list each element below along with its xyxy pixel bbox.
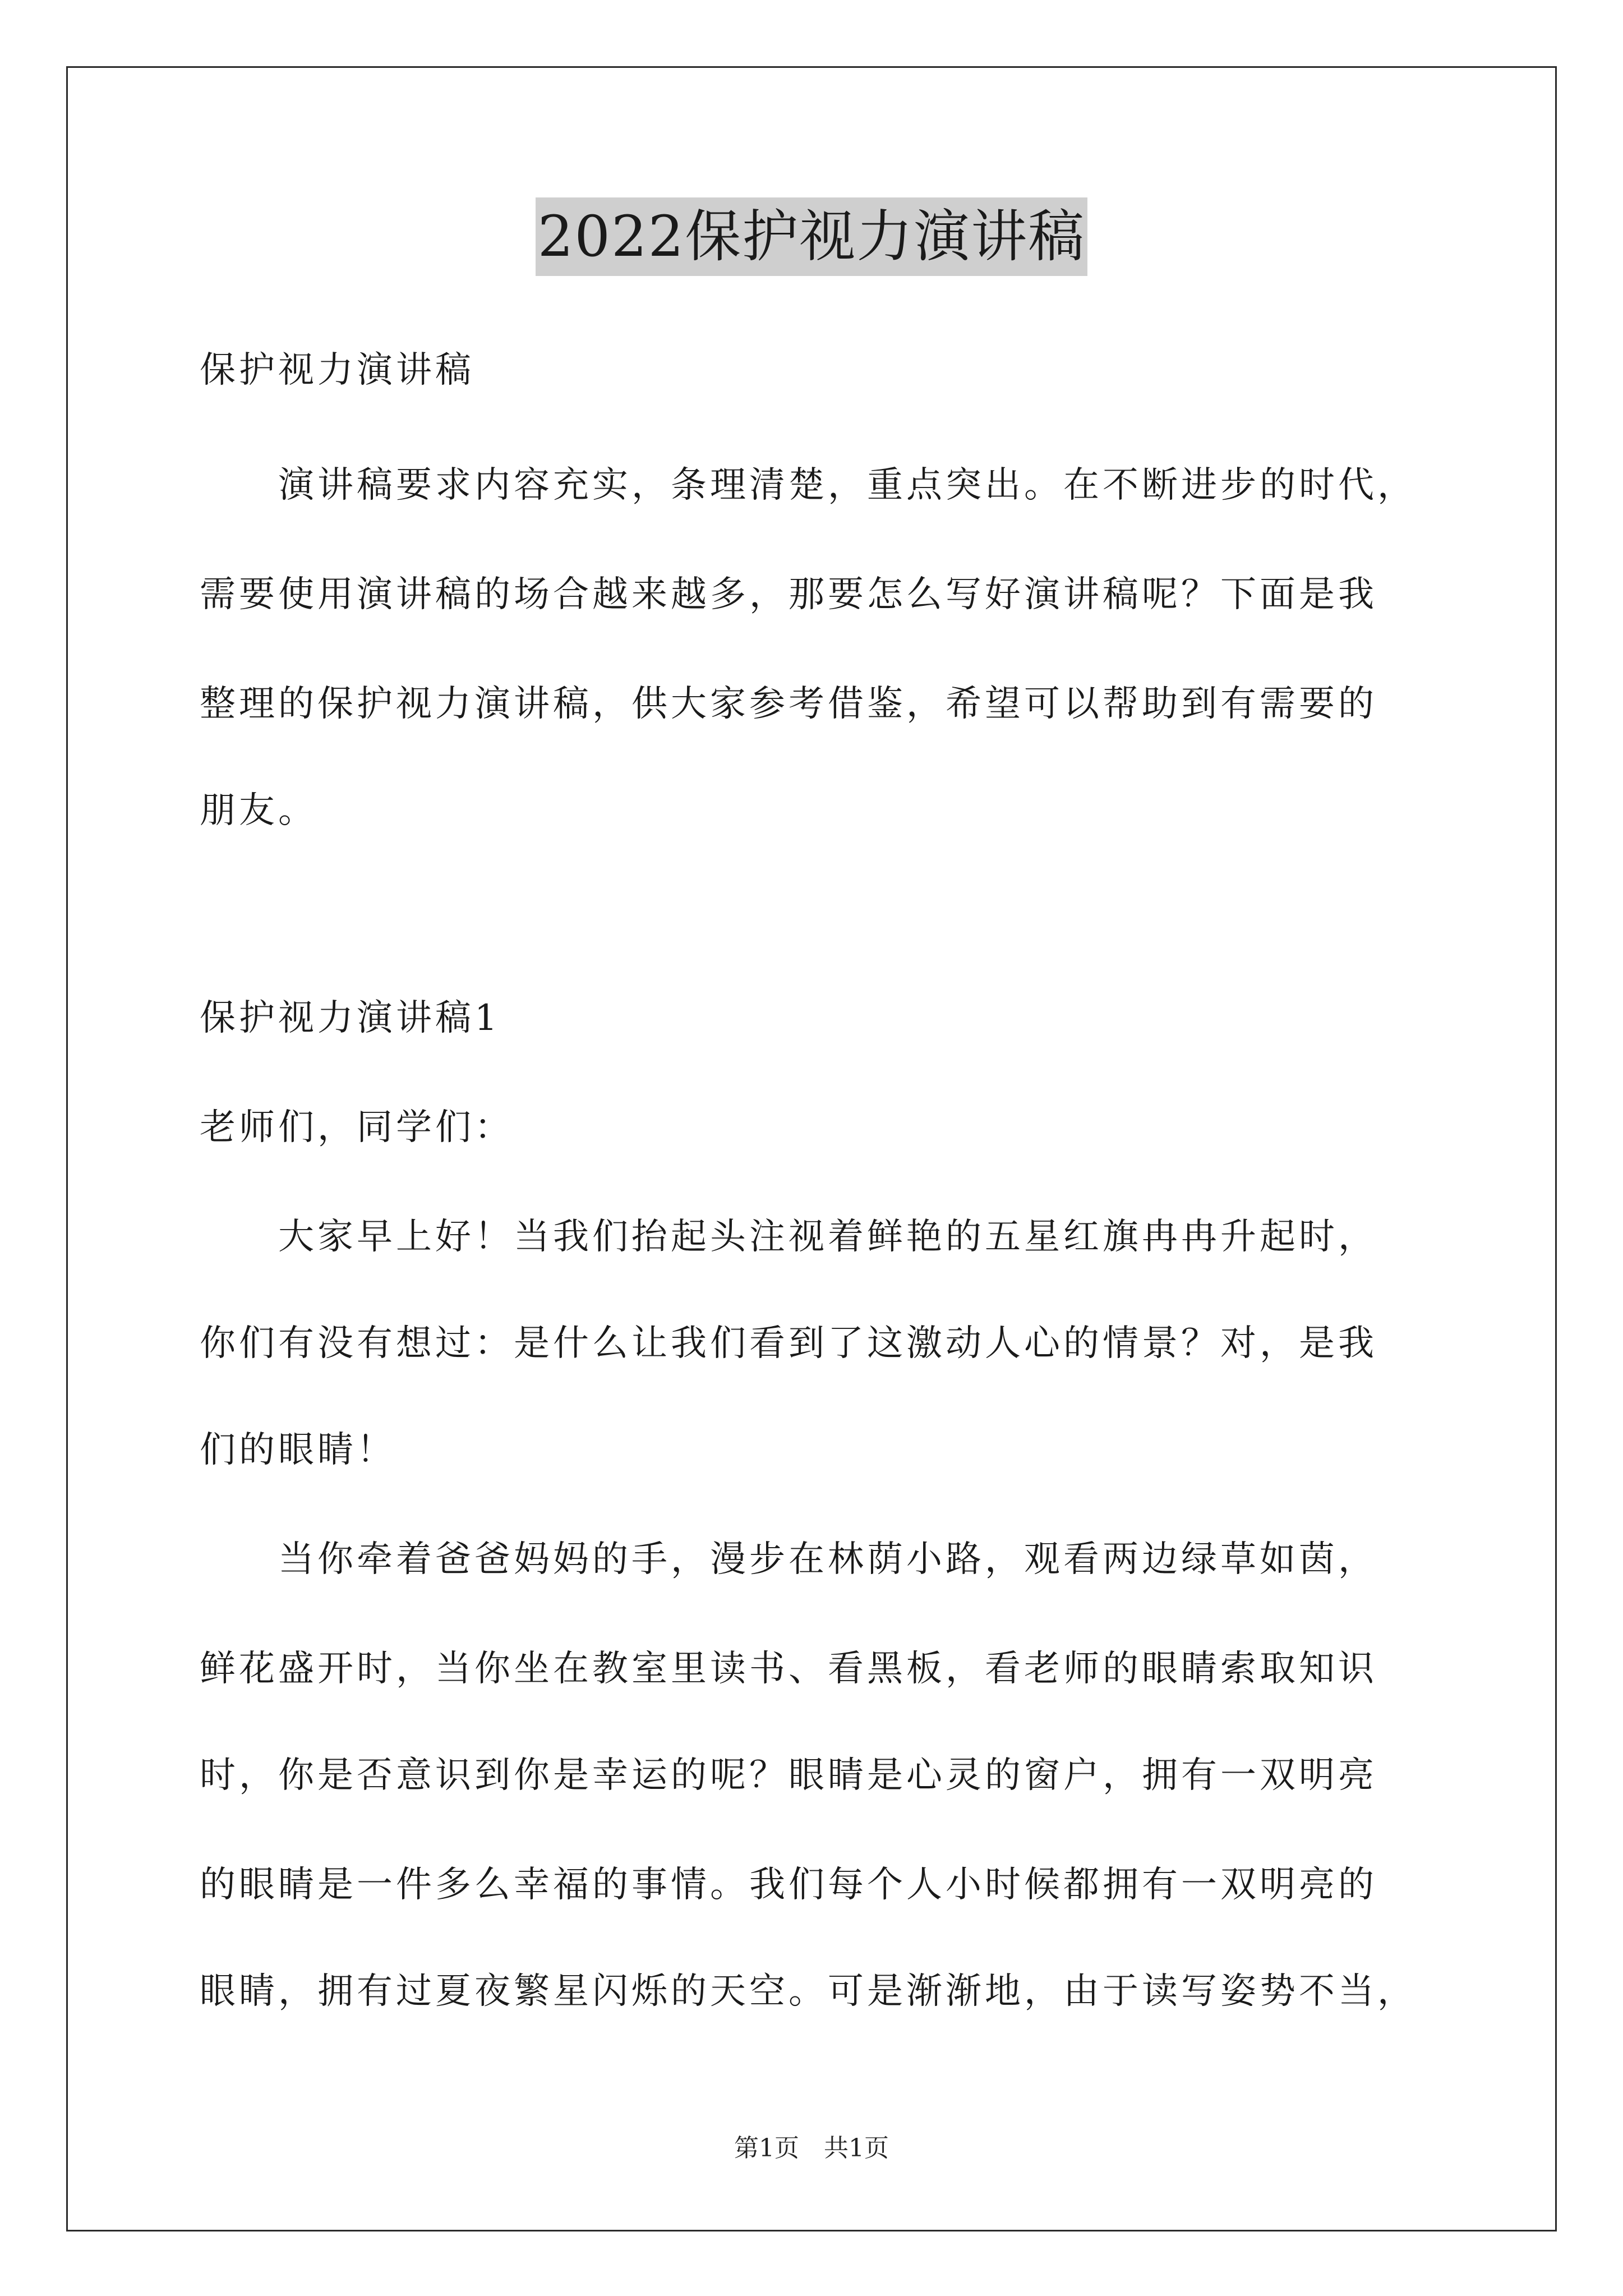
text-line: 时，你是否意识到你是幸运的呢？眼睛是心灵的窗户，拥有一双明亮: [200, 1755, 1377, 1796]
title-container: [0, 197, 1623, 276]
section-heading: 保护视力演讲稿1: [200, 997, 501, 1039]
text-line: 大家早上好！当我们抬起头注视着鲜艳的五星红旗冉冉升起时，: [200, 1216, 1377, 1258]
text-line: 眼睛，拥有过夏夜繁星闪烁的天空。可是渐渐地，由于读写姿势不当，: [200, 1971, 1417, 2012]
text-line: 演讲稿要求内容充实，条理清楚，重点突出。在不断进步的时代，: [200, 464, 1417, 506]
page-footer: [0, 2132, 1623, 2165]
text-line: 朋友。: [200, 790, 317, 831]
text-line: 需要使用演讲稿的场合越来越多，那要怎么写好演讲稿呢？下面是我: [200, 574, 1377, 615]
document-title: 2022保护视力演讲稿: [536, 197, 1088, 276]
text-line: 的眼睛是一件多么幸福的事情。我们每个人小时候都拥有一双明亮的: [200, 1864, 1377, 1906]
text-line: 你们有没有想过：是什么让我们看到了这激动人心的情景？对，是我: [200, 1323, 1377, 1364]
text-line: 整理的保护视力演讲稿，供大家参考借鉴，希望可以帮助到有需要的: [200, 683, 1377, 725]
text-line: 当你牵着爸爸妈妈的手，漫步在林荫小路，观看两边绿草如茵，: [200, 1539, 1377, 1580]
page-number-label: 第1页 共1页: [734, 2134, 889, 2162]
text-line-greeting: 老师们，同学们：: [200, 1107, 514, 1148]
text-line-subtitle: 保护视力演讲稿: [200, 349, 474, 391]
text-line: 鲜花盛开时，当你坐在教室里读书、看黑板，看老师的眼睛索取知识: [200, 1648, 1377, 1690]
text-line: 们的眼睛！: [200, 1429, 396, 1471]
